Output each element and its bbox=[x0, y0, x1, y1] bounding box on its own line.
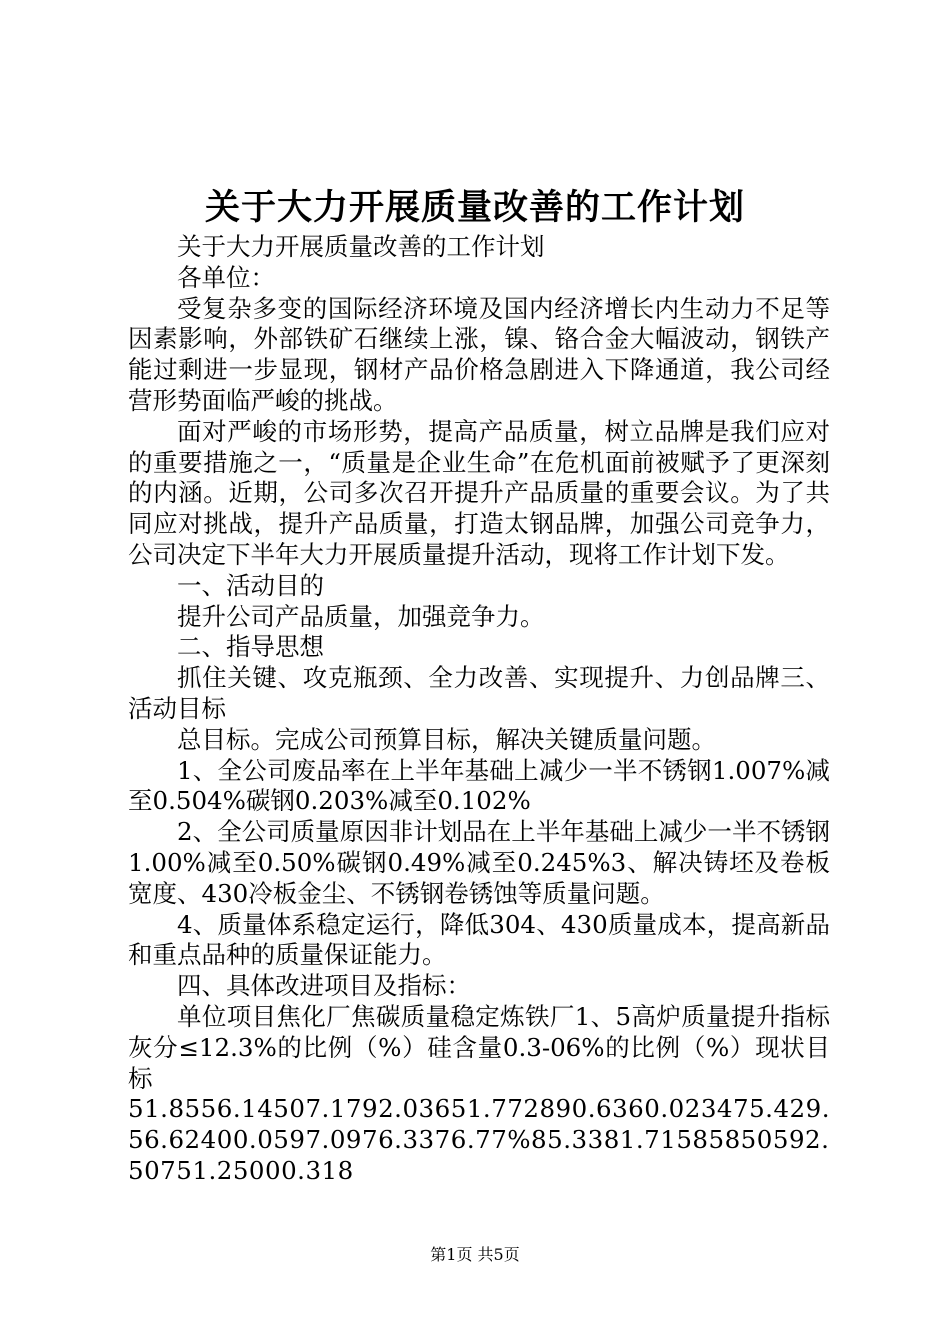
section-heading-purpose: 一、活动目的 bbox=[177, 570, 324, 600]
paragraph-projects: 单位项目焦化厂焦碳质量稳定炼铁厂1、5高炉质量提升指标灰分≤12.3%的比例（%）硅含量0.3-06%的比例（%）现状目标 bbox=[128, 1001, 830, 1093]
body-subtitle: 关于大力开展质量改善的工作计划 bbox=[177, 232, 545, 261]
paragraph-figures: 51.8556.14507.1792.03651.772890.6360.023475.429.56.62400.0597.0976.3376.77%85.3381.71585850592.50751.25000.318 bbox=[128, 1094, 831, 1185]
paragraph-purpose: 提升公司产品质量，加强竞争力。 bbox=[177, 601, 545, 631]
salutation: 各单位： bbox=[177, 262, 275, 292]
paragraph-background: 受复杂多变的国际经济环境及国内经济增长内生动力不足等因素影响，外部铁矿石继续上涨，镍、铬合金大幅波动，钢铁产能过剩进一步显现，钢材产品价格急剧进入下降通道，我公司经营形势面临严峻的挑战。 bbox=[128, 293, 830, 415]
paragraph-goal-1: 1、全公司废品率在上半年基础上减少一半不锈钢1.007%减至0.504%碳钢0.203%减至0.102% bbox=[128, 755, 830, 816]
paragraph-guiding-idea: 抓住关键、攻克瓶颈、全力改善、实现提升、力创品牌三、活动目标 bbox=[128, 663, 830, 723]
paragraph-goal-4: 4、质量体系稳定运行，降低304、430质量成本，提高新品和重点品种的质量保证能力。 bbox=[128, 909, 830, 970]
section-heading-projects: 四、具体改进项目及指标： bbox=[177, 971, 471, 1001]
paragraph-overall-goal: 总目标。完成公司预算目标，解决关键质量问题。 bbox=[177, 724, 716, 754]
page-footer: 第1页 共5页 bbox=[430, 1245, 520, 1264]
section-heading-guiding-idea: 二、指导思想 bbox=[177, 632, 324, 662]
paragraph-goal-2: 2、全公司质量原因非计划品在上半年基础上减少一半不锈钢1.00%减至0.50%碳钢0.49%减至0.245%3、解决铸坯及卷板宽度、430冷板金尘、不锈钢卷锈蚀等质量问题。 bbox=[128, 817, 830, 908]
document-body bbox=[128, 232, 830, 1187]
paragraph-situation: 面对严峻的市场形势，提高产品质量，树立品牌是我们应对的重要措施之一，“质量是企业生命”在危机面前被赋予了更深刻的内涵。近期，公司多次召开提升产品质量的重要会议。为了共同应对挑战，提升产品质量，打造太钢品牌，加强公司竞争力，公司决定下半年大力开展质量提升活动，现将工作计划下发。 bbox=[128, 416, 830, 569]
document-title: 关于大力开展质量改善的工作计划 bbox=[204, 187, 745, 228]
